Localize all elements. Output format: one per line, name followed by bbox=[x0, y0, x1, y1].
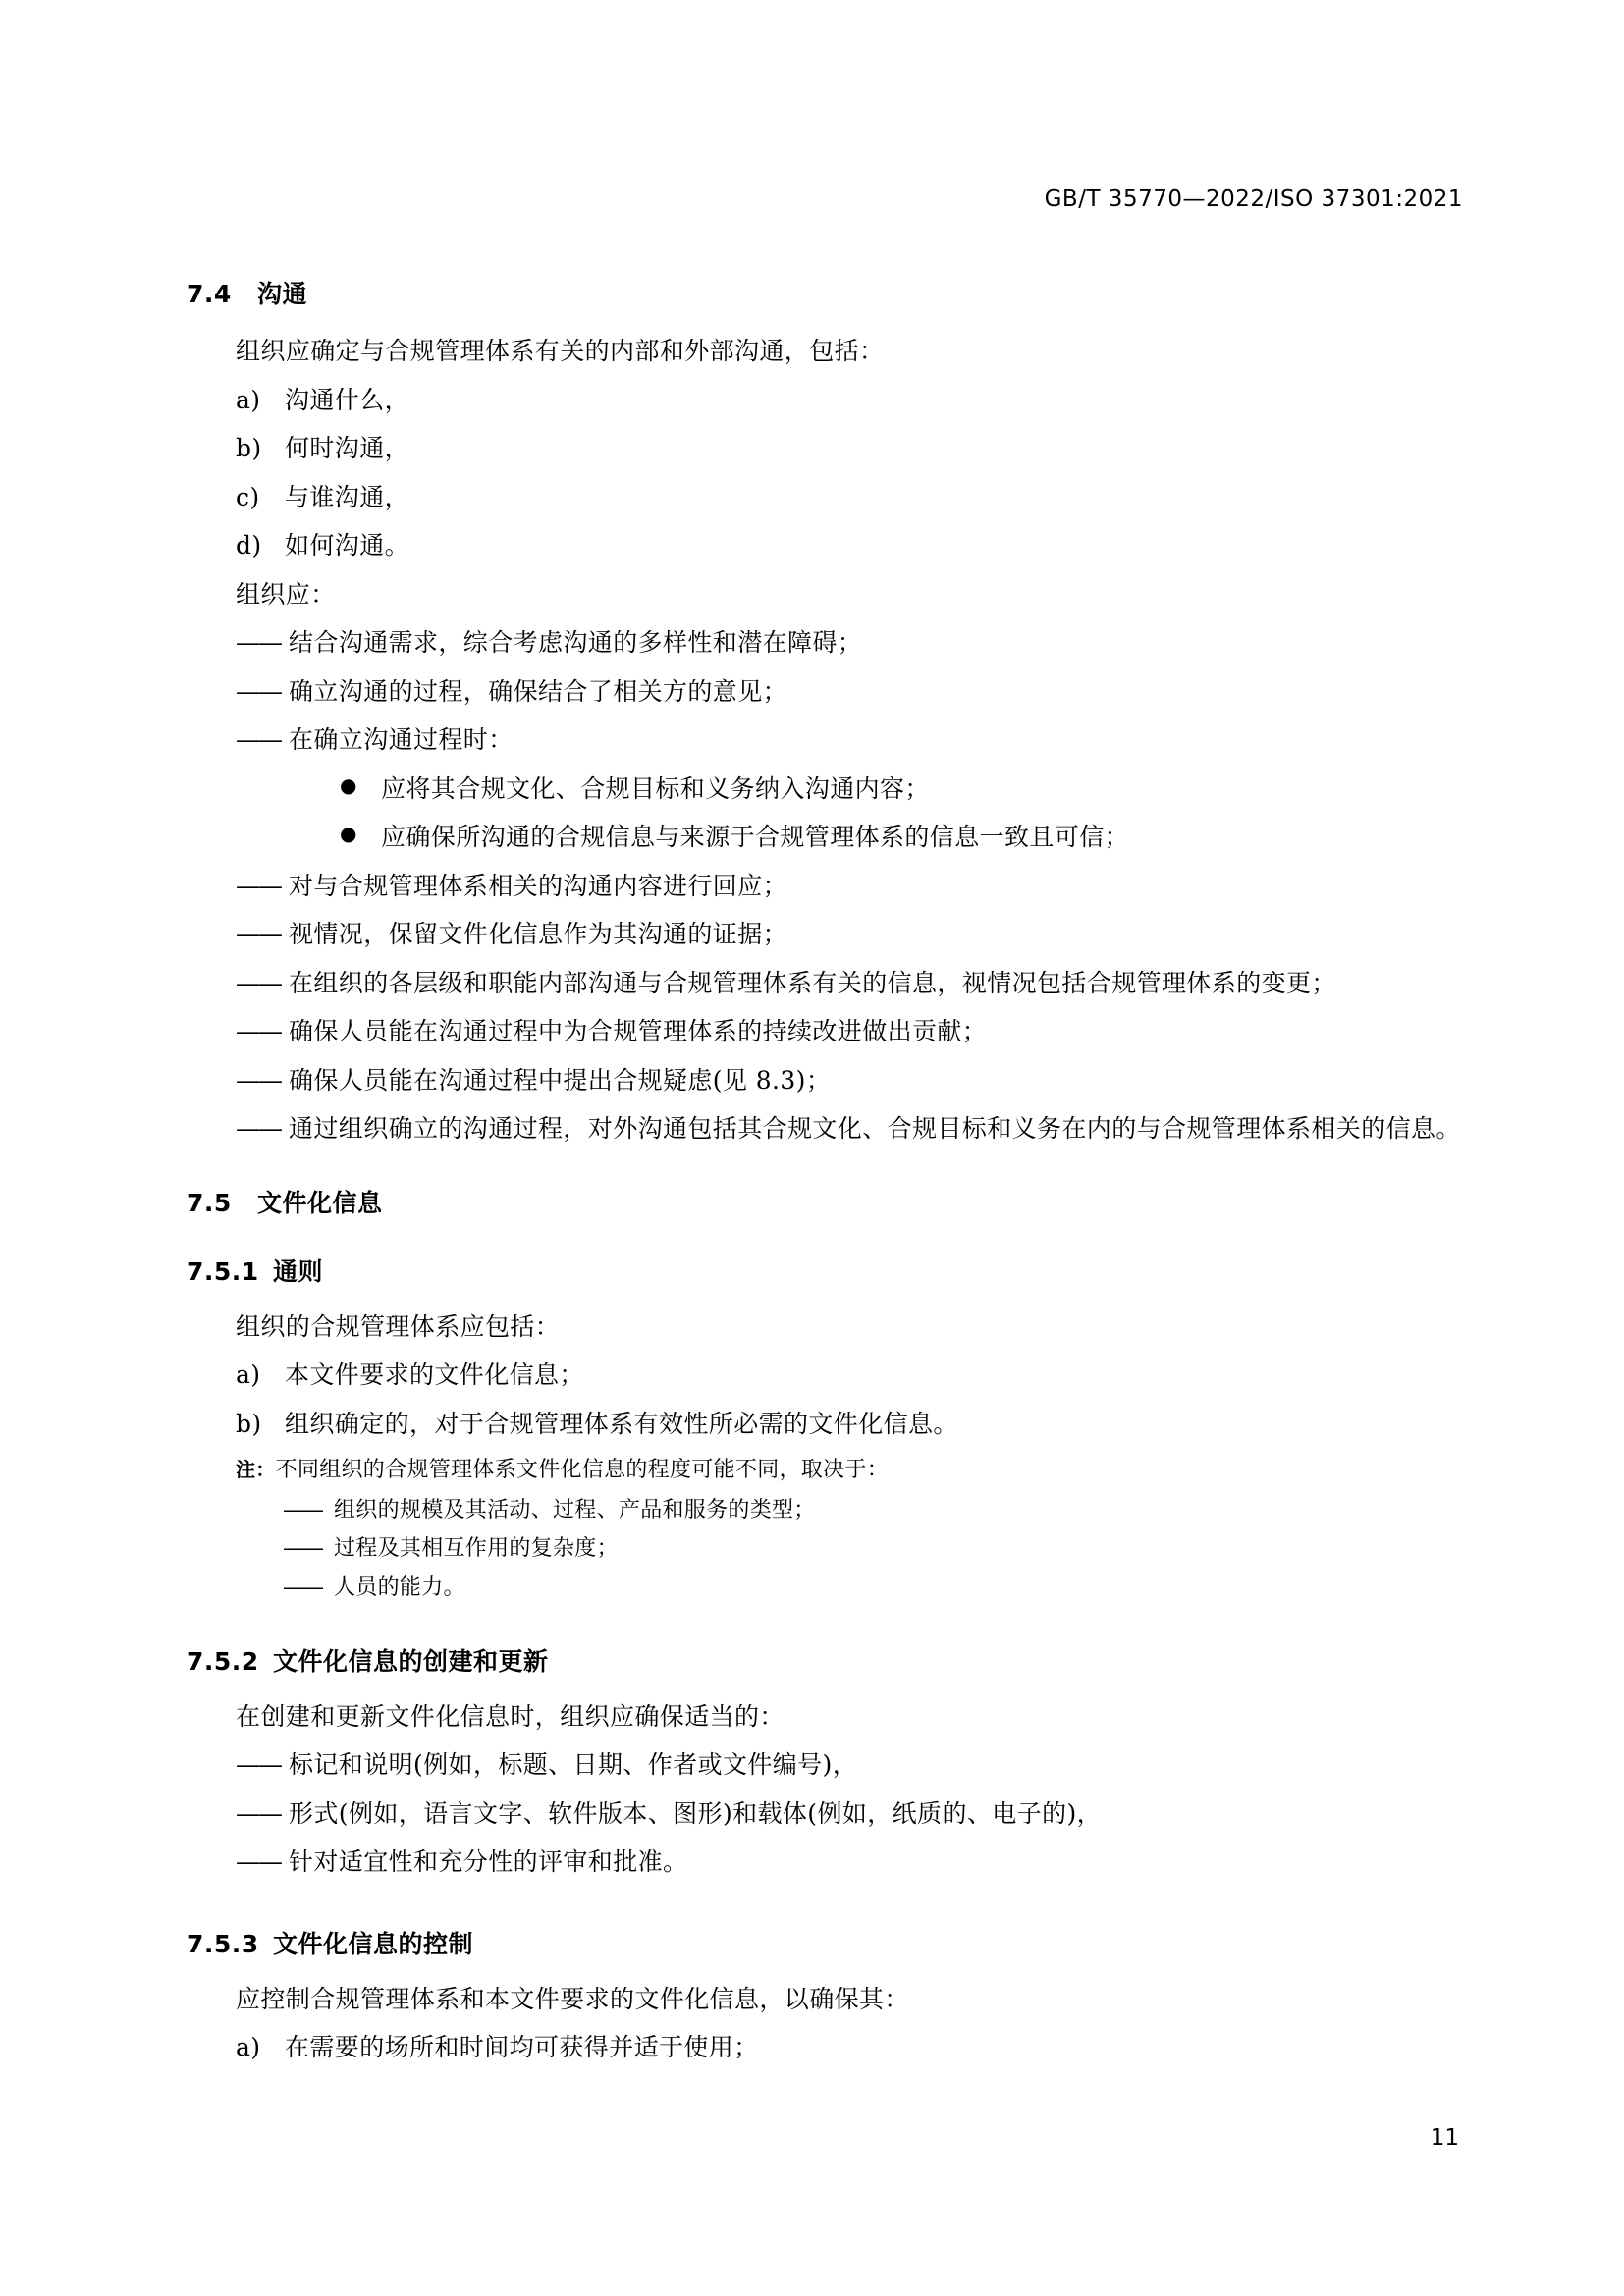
list-item-text: 确保人员能在沟通过程中提出合规疑虑(见 8.3)； bbox=[289, 1065, 832, 1095]
list-item bbox=[236, 623, 1463, 664]
heading-7-5 bbox=[187, 1184, 1463, 1219]
list-item bbox=[236, 2028, 1463, 2068]
dash-marker: —— bbox=[236, 1017, 281, 1045]
heading-7-5-3-number: 7.5.3 bbox=[187, 1929, 259, 1958]
heading-7-4 bbox=[187, 275, 1463, 310]
list-item bbox=[236, 381, 1463, 421]
note-list-item-text: 人员的能力。 bbox=[334, 1575, 465, 1600]
list-7-5-2-dashes bbox=[236, 1745, 1463, 1883]
list-item bbox=[236, 1794, 1463, 1835]
note-7-5-1 bbox=[236, 1453, 1463, 1487]
heading-7-5-2-title: 文件化信息的创建和更新 bbox=[273, 1646, 549, 1676]
page-number: 11 bbox=[1430, 2125, 1459, 2151]
list-7-4-dashes-1 bbox=[236, 623, 1463, 1149]
list-item-text: 组织确定的，对于合规管理体系有效性所必需的文件化信息。 bbox=[285, 1409, 958, 1438]
dash-marker: —— bbox=[236, 628, 281, 657]
list-marker: a) bbox=[236, 2033, 261, 2062]
heading-7-5-1-title: 通则 bbox=[273, 1256, 324, 1286]
list-item-text: 对与合规管理体系相关的沟通内容进行回应； bbox=[289, 871, 788, 900]
bullet-icon: ● bbox=[340, 822, 357, 845]
dash-marker: —— bbox=[236, 676, 281, 706]
note-list-item-text: 组织的规模及其活动、过程、产品和服务的类型； bbox=[334, 1498, 816, 1523]
list-item bbox=[236, 672, 1463, 713]
list-item bbox=[334, 770, 1463, 810]
document-body bbox=[187, 275, 1463, 2077]
list-item bbox=[236, 1405, 1463, 1445]
page-header: GB/T 35770—2022/ISO 37301:2021 bbox=[1044, 187, 1463, 212]
dash-marker: —— bbox=[236, 968, 281, 997]
note-label: 注： bbox=[236, 1458, 276, 1481]
list-item-text: 在确立沟通过程时： bbox=[289, 725, 514, 754]
paragraph-7-4-second-intro: 组织应： bbox=[236, 579, 336, 609]
list-item-text: 沟通什么， bbox=[285, 385, 410, 414]
list-item bbox=[236, 721, 1463, 761]
list-item-text: 如何沟通。 bbox=[285, 531, 410, 560]
list-item bbox=[236, 1842, 1463, 1883]
dash-marker: —— bbox=[236, 1847, 281, 1877]
list-item bbox=[236, 1061, 1463, 1101]
heading-7-5-1 bbox=[187, 1253, 1463, 1288]
list-item-text: 在需要的场所和时间均可获得并适于使用； bbox=[285, 2033, 759, 2062]
list-marker: b) bbox=[236, 1409, 262, 1438]
heading-7-5-number: 7.5 bbox=[187, 1188, 232, 1217]
note-text: 不同组织的合规管理体系文件化信息的程度可能不同，取决于： bbox=[275, 1458, 890, 1482]
paragraph-7-5-2-intro: 在创建和更新文件化信息时，组织应确保适当的： bbox=[236, 1701, 785, 1731]
list-item-text: 通过组织确立的沟通过程，对外沟通包括其合规文化、合规目标和义务在内的与合规管理体系相关的信息。 bbox=[289, 1114, 1461, 1143]
list-item bbox=[236, 1745, 1463, 1786]
note-list-item bbox=[236, 1493, 1463, 1527]
paragraph-7-5-3-intro: 应控制合规管理体系和本文件要求的文件化信息，以确保其： bbox=[236, 1984, 909, 2013]
list-item-text: 结合沟通需求，综合考虑沟通的多样性和潜在障碍； bbox=[289, 628, 863, 657]
list-item bbox=[236, 1109, 1463, 1149]
paragraph-7-4-intro: 组织应确定与合规管理体系有关的内部和外部沟通，包括： bbox=[236, 337, 885, 365]
list-item-text: 本文件要求的文件化信息； bbox=[285, 1361, 584, 1389]
dash-marker: —— bbox=[236, 1114, 281, 1143]
list-item-text: 在组织的各层级和职能内部沟通与合规管理体系有关的信息，视情况包括合规管理体系的变更； bbox=[289, 968, 1336, 997]
heading-7-5-3-title: 文件化信息的控制 bbox=[273, 1929, 474, 1958]
list-marker: d) bbox=[236, 531, 262, 560]
list-item bbox=[236, 1356, 1463, 1396]
list-item-text: 视情况，保留文件化信息作为其沟通的证据； bbox=[289, 920, 788, 948]
list-7-5-1-alpha bbox=[236, 1356, 1463, 1605]
dash-marker: —— bbox=[236, 1065, 281, 1095]
dash-marker: —— bbox=[236, 1798, 281, 1828]
list-item-text: 应将其合规文化、合规目标和义务纳入沟通内容； bbox=[381, 774, 930, 803]
bullet-icon: ● bbox=[340, 773, 357, 797]
heading-7-5-2 bbox=[187, 1642, 1463, 1678]
list-item bbox=[236, 478, 1463, 518]
heading-7-4-number: 7.4 bbox=[187, 280, 232, 308]
list-item-text: 针对适宜性和充分性的评审和批准。 bbox=[289, 1847, 688, 1877]
list-item-text: 确立沟通的过程，确保结合了相关方的意见； bbox=[289, 676, 788, 706]
list-item bbox=[236, 867, 1463, 907]
dash-marker: —— bbox=[283, 1498, 322, 1523]
note-list-item bbox=[236, 1531, 1463, 1566]
list-item-text: 与谁沟通， bbox=[285, 482, 410, 511]
list-item bbox=[236, 964, 1463, 1004]
dash-marker: —— bbox=[236, 920, 281, 948]
dash-marker: —— bbox=[236, 725, 281, 754]
list-7-4-alpha bbox=[236, 381, 1463, 566]
list-item-text: 确保人员能在沟通过程中为合规管理体系的持续改进做出贡献； bbox=[289, 1017, 988, 1045]
dash-marker: —— bbox=[283, 1536, 322, 1562]
heading-7-5-1-number: 7.5.1 bbox=[187, 1256, 259, 1286]
list-item-text: 形式(例如，语言文字、软件版本、图形)和载体(例如，纸质的、电子的)， bbox=[289, 1798, 1103, 1828]
list-item-text: 何时沟通， bbox=[285, 434, 410, 462]
note-list-item bbox=[236, 1571, 1463, 1605]
list-item bbox=[236, 1012, 1463, 1052]
dash-marker: —— bbox=[236, 1750, 281, 1780]
list-item bbox=[334, 818, 1463, 858]
list-marker: a) bbox=[236, 1361, 261, 1389]
list-item-text: 应确保所沟通的合规信息与来源于合规管理体系的信息一致且可信； bbox=[381, 823, 1130, 851]
list-item bbox=[236, 429, 1463, 469]
heading-7-5-2-number: 7.5.2 bbox=[187, 1646, 259, 1676]
heading-7-5-3 bbox=[187, 1925, 1463, 1960]
list-item-text: 标记和说明(例如，标题、日期、作者或文件编号)， bbox=[289, 1750, 858, 1780]
paragraph-7-5-1-intro: 组织的合规管理体系应包括： bbox=[236, 1311, 561, 1341]
heading-7-4-title: 沟通 bbox=[257, 280, 308, 308]
list-marker: c) bbox=[236, 482, 260, 511]
list-item bbox=[236, 526, 1463, 566]
list-marker: a) bbox=[236, 385, 261, 414]
list-item bbox=[236, 915, 1463, 955]
dash-marker: —— bbox=[236, 871, 281, 900]
list-7-5-3-alpha bbox=[236, 2028, 1463, 2068]
note-list-item-text: 过程及其相互作用的复杂度； bbox=[334, 1536, 619, 1562]
list-marker: b) bbox=[236, 434, 262, 462]
dash-marker: —— bbox=[283, 1575, 322, 1600]
heading-7-5-title: 文件化信息 bbox=[257, 1188, 383, 1217]
